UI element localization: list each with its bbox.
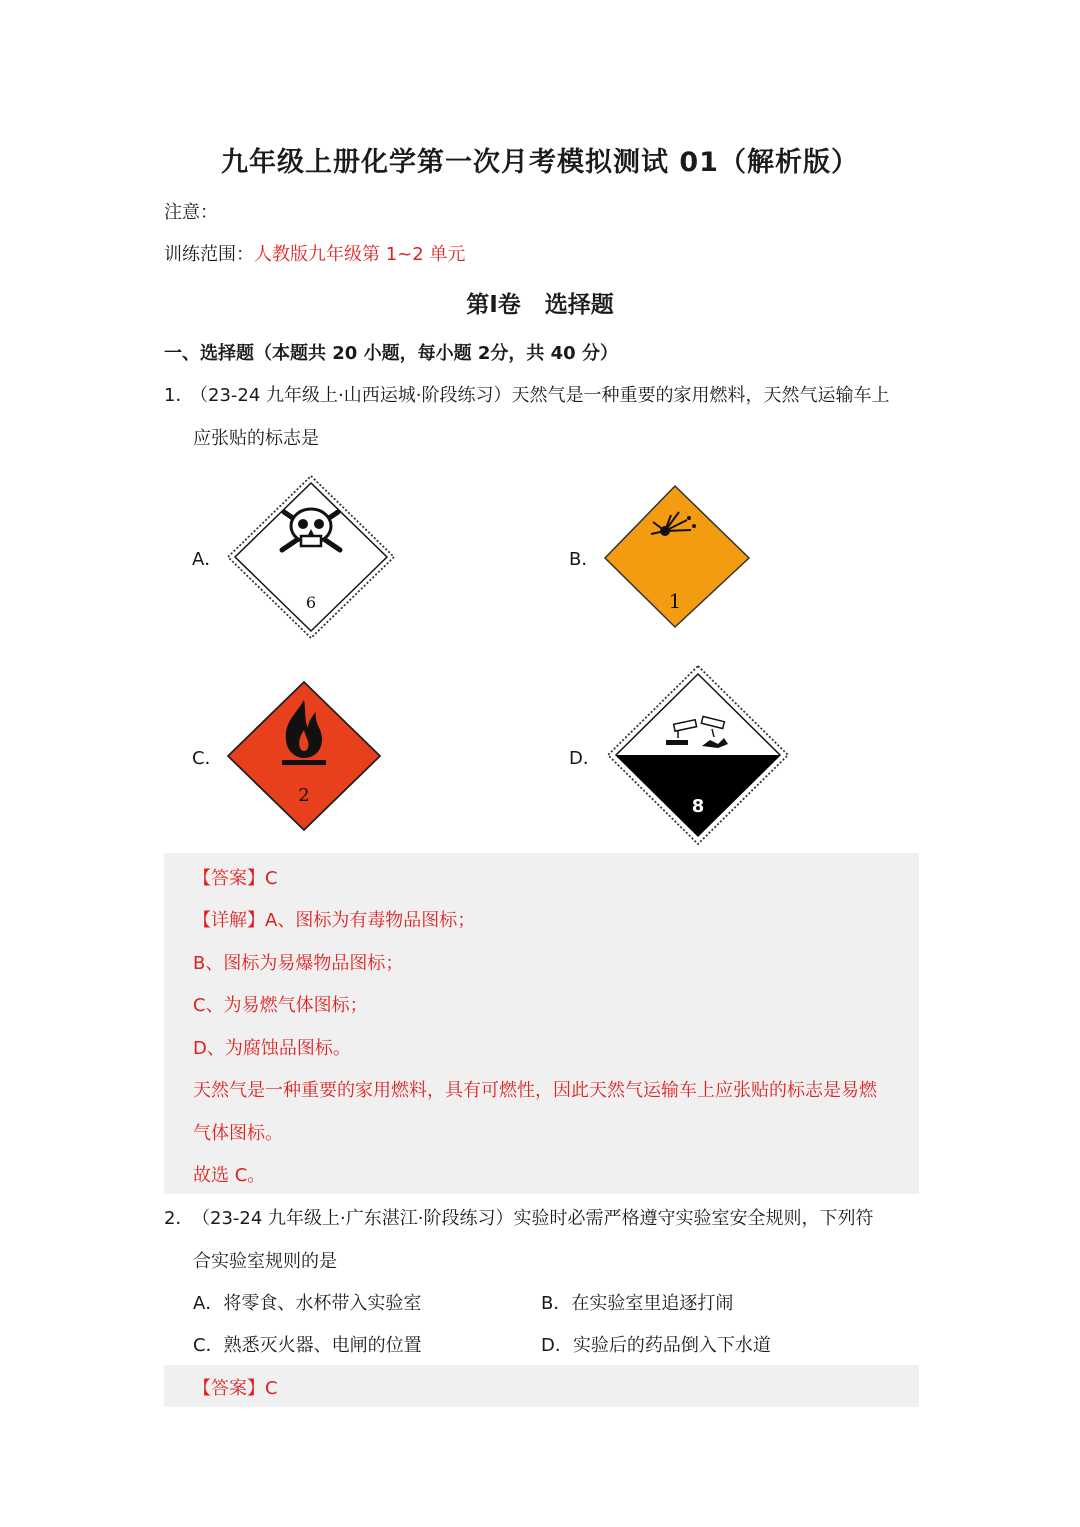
skull-crossbones-icon	[282, 509, 340, 550]
page-title: 九年级上册化学第一次月考模拟测试 01（解析版）	[221, 147, 859, 178]
q2-option-d	[541, 1331, 771, 1357]
q2-option-c	[193, 1331, 422, 1357]
q2-option-c-label: C．	[193, 1335, 224, 1356]
training-range	[164, 240, 465, 266]
volume-part: 第Ⅰ卷	[466, 292, 521, 318]
range-value: 人教版九年级第 1~2 单元	[254, 244, 466, 265]
q2-number: 2．	[164, 1208, 194, 1229]
q1-detail-line: D、为腐蚀品图标。	[193, 1038, 351, 1059]
q2-option-b-label: B．	[541, 1293, 572, 1314]
q2-option-b	[541, 1289, 733, 1315]
section-header: 一、选择题（本题共 20 小题，每小题 2分，共 40 分）	[164, 343, 618, 364]
q1-option-d-label: D．	[569, 748, 601, 769]
volume-name: 选择题	[544, 292, 614, 318]
corrosive-sign-number: 8	[691, 796, 705, 817]
q2-option-a-label: A．	[193, 1293, 224, 1314]
q2-option-c-text: 熟悉灭火器、电闸的位置	[223, 1335, 422, 1356]
toxic-sign-number: 6	[305, 593, 317, 612]
q2-stem-line1: （23-24 九年级上·广东湛江·阶段练习）实验时必需严格遵守实验室安全规则，下列符	[192, 1208, 874, 1229]
q1-stem-line1: （23-24 九年级上·山西运城·阶段练习）天然气是一种重要的家用燃料，天然气运输车上	[190, 385, 890, 406]
explosive-sign-number: 1	[668, 589, 682, 613]
note-label: 注意：	[164, 202, 218, 223]
q1-option-b-label: B．	[569, 549, 600, 570]
q2-option-b-text: 在实验室里追逐打闹	[571, 1293, 734, 1314]
q1-detail-line: 故选 C。	[193, 1165, 266, 1186]
q2-option-a-text: 将零食、水杯带入实验室	[223, 1293, 422, 1314]
volume-heading	[0, 286, 1080, 319]
q2-option-d-label: D．	[541, 1335, 573, 1356]
q2-option-d-text: 实验后的药品倒入下水道	[572, 1335, 771, 1356]
q2-option-a	[193, 1289, 421, 1315]
q1-detail-line: C、为易燃气体图标；	[193, 995, 368, 1016]
explosive-sign-image	[603, 484, 753, 630]
q1-number: 1．	[164, 385, 194, 406]
q2-answer: 【答案】C	[193, 1378, 278, 1399]
flammable-sign-number: 2	[298, 785, 310, 806]
q1-detail-line: 天然气是一种重要的家用燃料，具有可燃性，因此天然气运输车上应张贴的标志是易燃	[193, 1080, 877, 1101]
q1-option-c-label: C．	[192, 748, 223, 769]
range-label: 训练范围：	[164, 244, 254, 265]
q1-option-a-label: A．	[192, 549, 223, 570]
q1-detail-line: B、图标为易爆物品图标；	[193, 953, 404, 974]
q1-answer: 【答案】C	[193, 868, 278, 889]
q1-detail-line: 【详解】A、图标为有毒物品图标；	[193, 910, 476, 931]
q1-stem-line2: 应张贴的标志是	[193, 428, 319, 449]
q1-detail-line: 气体图标。	[193, 1123, 283, 1144]
corrosive-sign-image	[606, 664, 790, 846]
q2-stem-line2: 合实验室规则的是	[193, 1251, 337, 1272]
toxic-sign-image	[226, 474, 396, 640]
flammable-gas-sign-image	[226, 680, 382, 832]
